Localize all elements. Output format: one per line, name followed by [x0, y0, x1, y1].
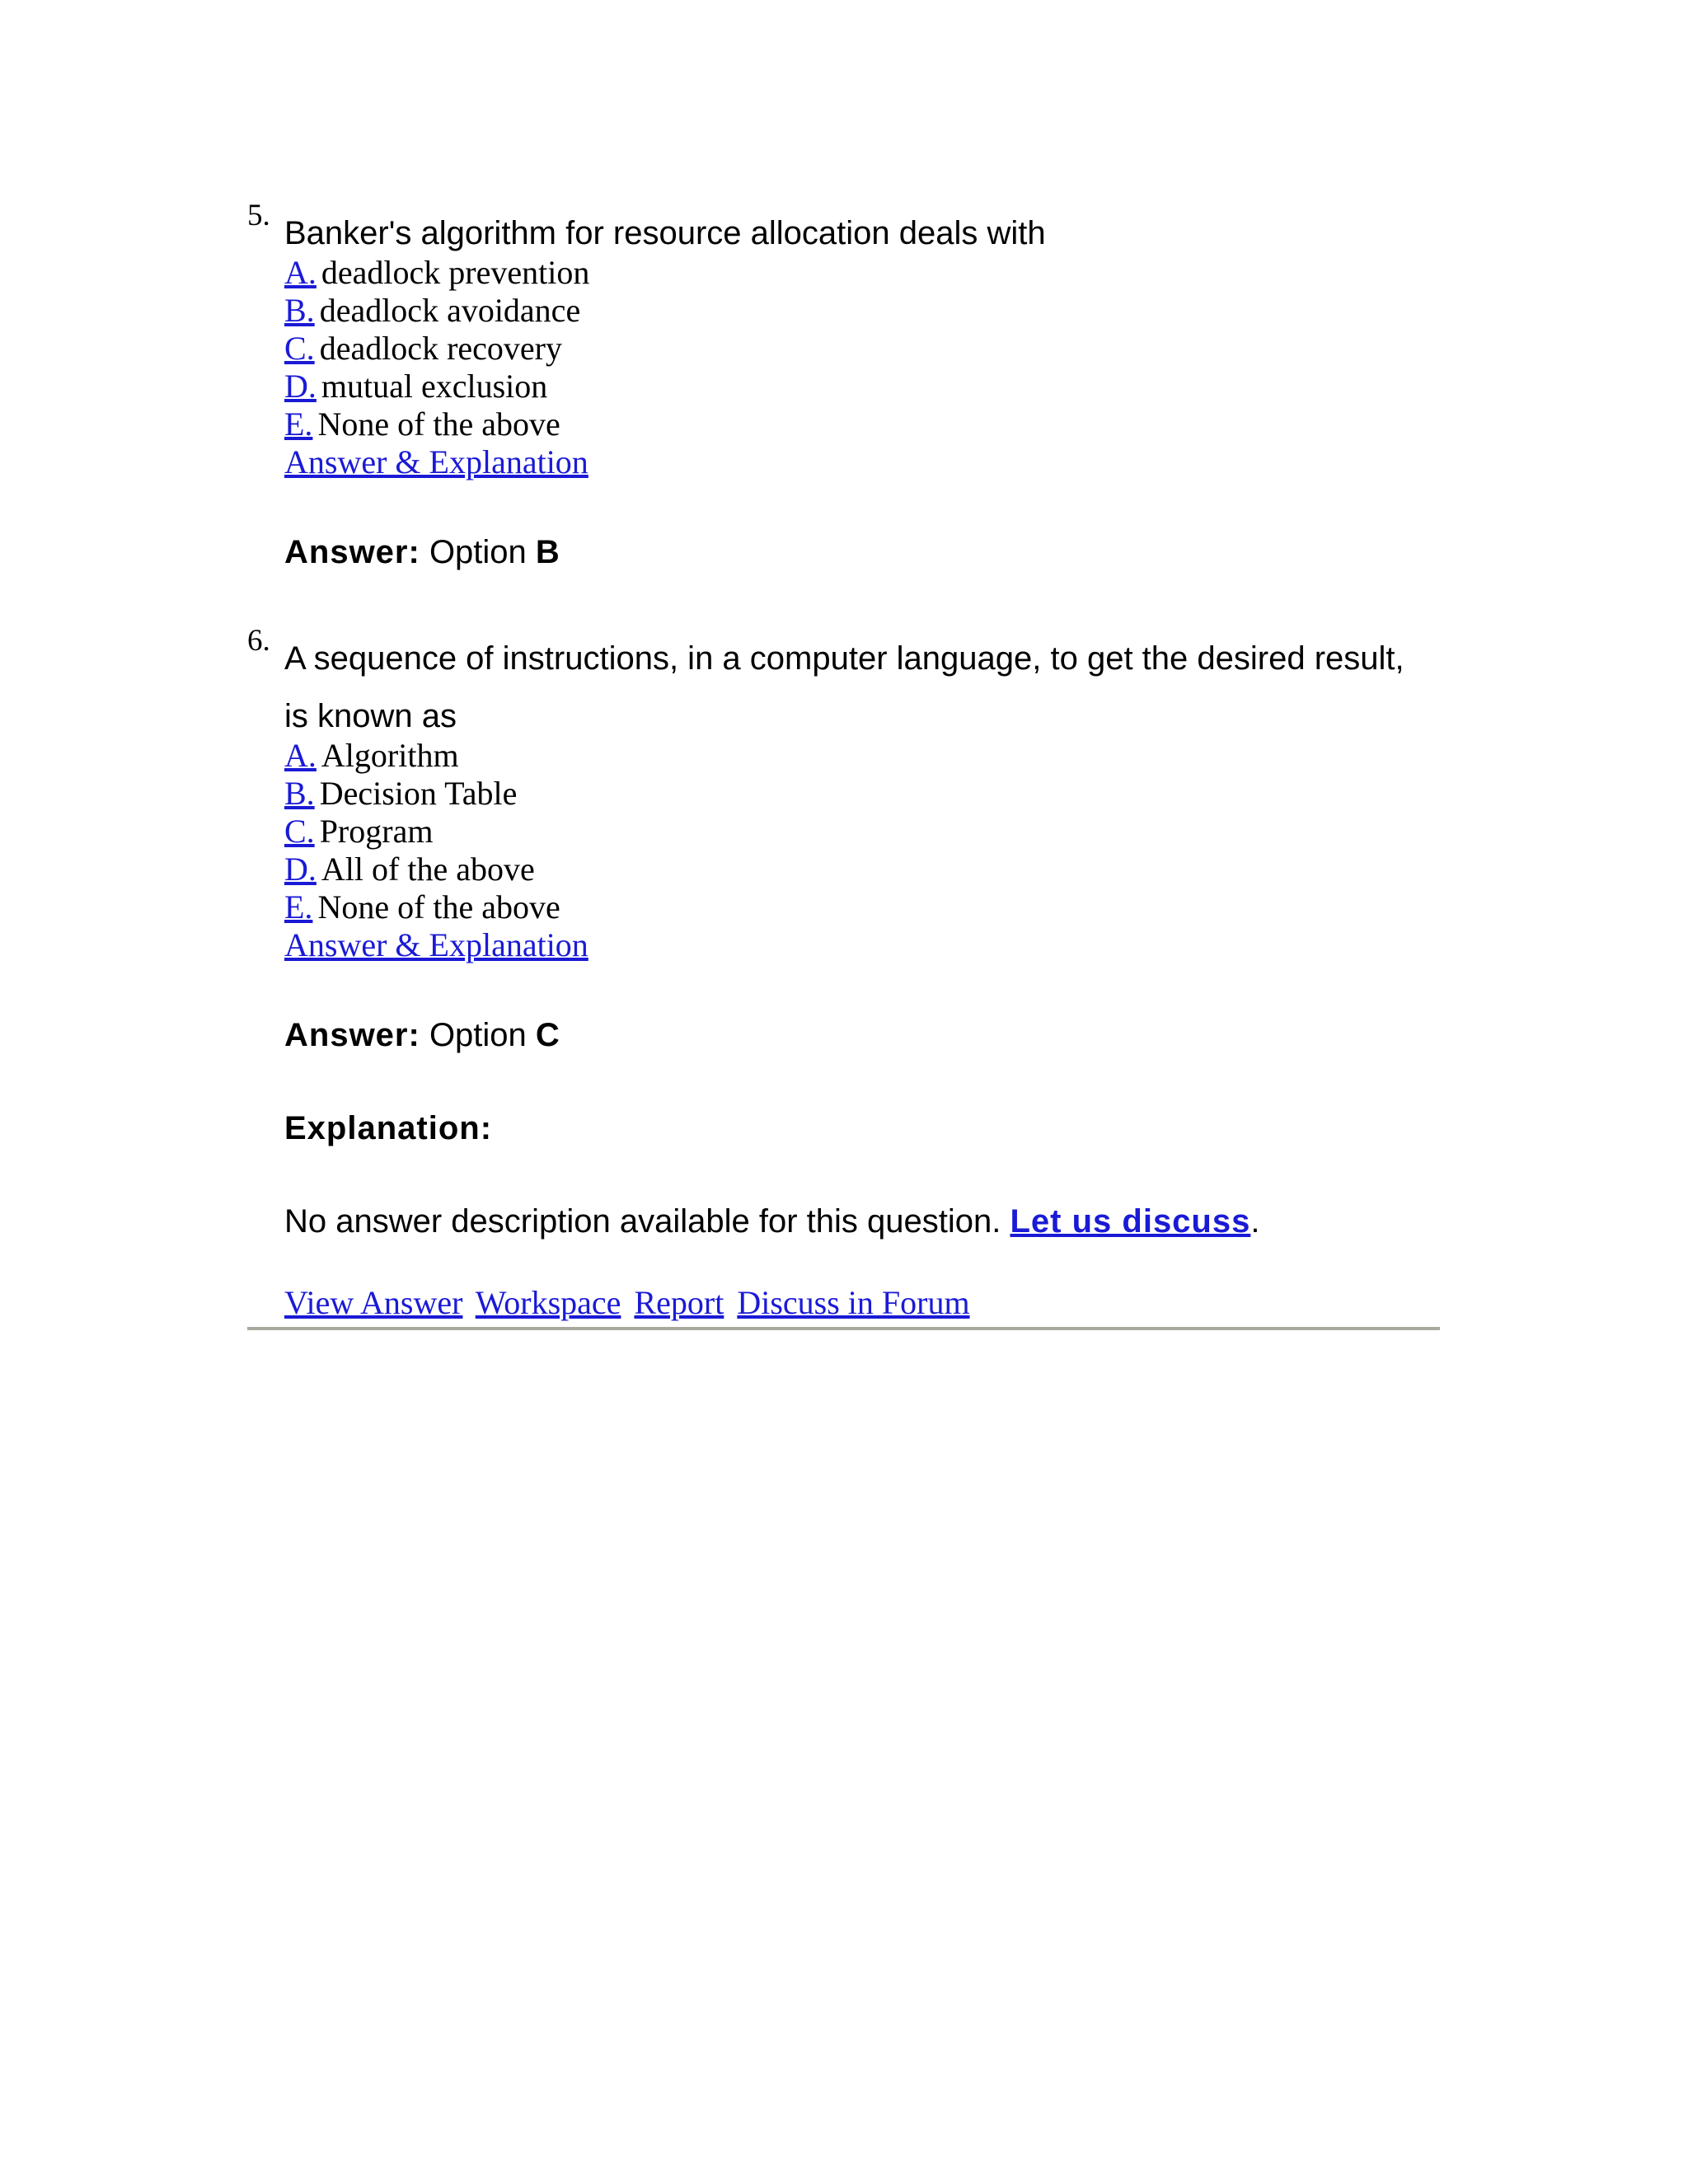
question-number: 5.: [247, 199, 270, 232]
option-d-text: All of the above: [321, 851, 535, 888]
answer-line: [284, 1017, 1438, 1054]
option-b: [284, 292, 1438, 330]
option-a-link[interactable]: A.: [284, 254, 316, 291]
let-us-discuss-link[interactable]: Let us discuss: [1010, 1203, 1251, 1240]
option-d: [284, 851, 1438, 888]
option-d: [284, 368, 1438, 405]
option-e-link[interactable]: E.: [284, 888, 313, 926]
option-e-text: None of the above: [317, 888, 560, 926]
question-text: Banker's algorithm for resource allocation deals with: [284, 215, 1046, 251]
explanation-text-line: [284, 1203, 1438, 1240]
answer-label: Answer:: [284, 1017, 420, 1053]
option-a-text: Algorithm: [321, 737, 459, 774]
horizontal-divider: [247, 1327, 1440, 1330]
workspace-link[interactable]: Workspace: [475, 1284, 621, 1321]
option-a: [284, 737, 1438, 775]
option-d-text: mutual exclusion: [321, 368, 548, 405]
explanation-label: Explanation:: [284, 1110, 493, 1146]
answer-prefix: Option: [429, 1017, 527, 1053]
answer-label: Answer:: [284, 534, 420, 570]
report-link[interactable]: Report: [634, 1284, 724, 1321]
question-text-line-1: A sequence of instructions, in a computer language, to get the desired result,: [284, 640, 1404, 677]
option-b-text: deadlock avoidance: [319, 292, 581, 329]
answer-value: B: [535, 534, 560, 570]
option-e-link[interactable]: E.: [284, 405, 313, 443]
question-number: 6.: [247, 624, 270, 658]
option-c-link[interactable]: C.: [284, 813, 315, 850]
option-c-text: deadlock recovery: [319, 330, 562, 367]
option-e: [284, 888, 1438, 926]
option-e-text: None of the above: [317, 405, 560, 443]
footer-links: [284, 1283, 1438, 1322]
view-answer-link[interactable]: View Answer: [284, 1284, 463, 1321]
answer-line: [284, 534, 1438, 571]
option-e: [284, 405, 1438, 443]
option-b-link[interactable]: B.: [284, 775, 315, 812]
option-b: [284, 775, 1438, 813]
explanation-end: .: [1250, 1203, 1260, 1240]
question-text-line-2: is known as: [284, 698, 457, 734]
option-d-link[interactable]: D.: [284, 368, 316, 405]
option-c: [284, 330, 1438, 368]
option-a: [284, 254, 1438, 292]
options-list: [284, 254, 1438, 443]
answer-prefix: Option: [429, 534, 527, 570]
answer-explanation-link[interactable]: Answer & Explanation: [284, 443, 588, 480]
discuss-in-forum-link[interactable]: Discuss in Forum: [737, 1284, 970, 1321]
option-a-link[interactable]: A.: [284, 737, 316, 774]
option-c-text: Program: [319, 813, 434, 850]
option-c: [284, 813, 1438, 851]
option-d-link[interactable]: D.: [284, 851, 316, 888]
option-b-link[interactable]: B.: [284, 292, 315, 329]
question-body: [284, 638, 1438, 1322]
answer-value: C: [535, 1017, 560, 1053]
question-body: [284, 213, 1438, 571]
options-list: [284, 737, 1438, 926]
option-c-link[interactable]: C.: [284, 330, 315, 367]
option-b-text: Decision Table: [319, 775, 518, 812]
explanation-text: No answer description available for this question.: [284, 1203, 1001, 1240]
option-a-text: deadlock prevention: [321, 254, 590, 291]
answer-explanation-link[interactable]: Answer & Explanation: [284, 926, 588, 963]
